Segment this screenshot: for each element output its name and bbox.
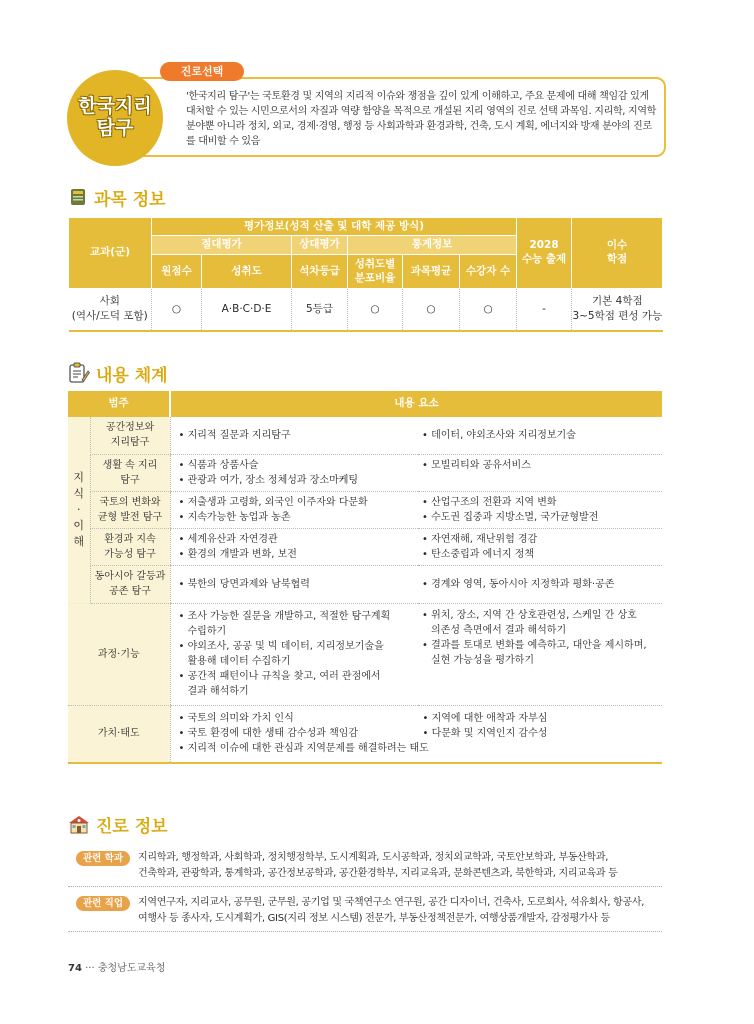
list-item: • 경계와 영역, 동아시아 지정학과 평화·공존 bbox=[422, 578, 615, 590]
table-row bbox=[69, 289, 663, 331]
school-building-icon bbox=[68, 814, 90, 840]
list-item: • 결과를 토대로 변화를 예측하고, 대안을 제시하며, 실현 가능성을 평가하기 bbox=[422, 639, 647, 666]
knowledge-char-4: 이 bbox=[73, 518, 85, 532]
header-achievement-dist-line2: 분포비율 bbox=[354, 271, 396, 284]
content-system-title: 내용 체계 bbox=[96, 366, 168, 386]
cell-achievement-dist: ○ bbox=[348, 289, 403, 331]
content-left bbox=[170, 565, 418, 603]
knowledge-char-1: 지 bbox=[73, 470, 85, 484]
list-item: • 탄소중립과 에너지 정책 bbox=[422, 548, 535, 560]
list-item: • 환경의 개발과 변화, 보전 bbox=[178, 548, 297, 560]
header-content-elements: 내용 요소 bbox=[170, 391, 662, 417]
cell-achievement: A·B·C·D·E bbox=[202, 289, 292, 331]
content-values bbox=[170, 705, 662, 763]
header-category: 범주 bbox=[68, 391, 170, 417]
list-item: • 국토 환경에 대한 생태 감수성과 책임감 bbox=[178, 728, 359, 740]
category-environment bbox=[90, 528, 170, 565]
subject-info-heading bbox=[68, 187, 166, 213]
career-info-title: 진로 정보 bbox=[96, 817, 168, 837]
category-line1: 동아시아 갈등과 bbox=[94, 571, 166, 582]
cell-credits-line1: 기본 4학점 bbox=[592, 295, 643, 308]
header-credits bbox=[572, 218, 663, 289]
content-right bbox=[418, 491, 662, 528]
category-line2: 탐구 bbox=[120, 474, 140, 486]
category-spatial-info bbox=[90, 417, 170, 454]
header-csat-line1: 2028 bbox=[529, 239, 559, 252]
content-left bbox=[170, 491, 418, 528]
list-item: • 산업구조의 전환과 지역 변화 bbox=[422, 496, 557, 508]
content-system-heading bbox=[68, 362, 168, 390]
cell-raw-score: ○ bbox=[152, 289, 202, 331]
subject-title-line1: 한국지리 bbox=[78, 95, 152, 118]
header-achievement-dist-line1: 성취도별 bbox=[354, 257, 396, 270]
category-process-skills: 과정·기능 bbox=[68, 603, 170, 705]
cell-subject-group bbox=[69, 289, 152, 331]
subject-title-circle bbox=[67, 70, 163, 166]
category-line2: 가능성 탐구 bbox=[104, 548, 156, 560]
category-national-change bbox=[90, 491, 170, 528]
departments-line1: 지리학과, 행정학과, 사회학과, 정치행정학부, 도시계획과, 도시공학과, 정치외교학과, 국토안보학과, 부동산학과, bbox=[138, 852, 609, 863]
category-line1: 국토의 변화와 bbox=[99, 496, 161, 508]
table-row bbox=[68, 528, 662, 565]
departments-line2: 건축학과, 관광학과, 통계학과, 공간정보공학과, 공간환경학부, 지리교육과, 문화콘텐츠과, 북한학과, 지리교육과 등 bbox=[138, 868, 618, 879]
related-jobs-text bbox=[138, 895, 662, 927]
category-line1: 공간정보와 bbox=[105, 422, 155, 434]
subject-title-line2: 탐구 bbox=[96, 117, 134, 139]
category-values-attitudes: 가치·태도 bbox=[68, 705, 170, 763]
list-item: • 지역에 대한 애착과 자부심 bbox=[422, 713, 548, 725]
header-statistics: 통계정보 bbox=[348, 236, 517, 255]
header-eval-info: 평가정보(성적 산출 및 대학 제공 방식) bbox=[152, 218, 517, 236]
content-right bbox=[418, 417, 662, 454]
table-row bbox=[68, 705, 662, 763]
subject-info-table bbox=[68, 217, 663, 332]
cell-subject-mean: ○ bbox=[403, 289, 460, 331]
related-departments-text bbox=[138, 850, 662, 882]
category-line2: 균형 발전 탐구 bbox=[97, 511, 163, 523]
content-right bbox=[418, 528, 662, 565]
table-row bbox=[68, 417, 662, 454]
list-item: • 지리적 이슈에 대한 관심과 지역문제를 해결하려는 태도 bbox=[178, 743, 429, 755]
career-info-heading bbox=[68, 814, 168, 840]
footer-dots: ··· bbox=[85, 963, 95, 974]
content-system-table bbox=[68, 391, 662, 764]
list-item: • 야외조사, 공공 및 빅 데이터, 지리정보기술을 활용해 데이터 수집하기 bbox=[178, 641, 384, 667]
page-number: 74 bbox=[68, 963, 82, 974]
jobs-line1: 지역연구자, 지리교사, 공무원, 군무원, 공기업 및 국책연구소 연구원, 공간 디자이너, 건축사, 도로회사, 석유회사, 항공사, bbox=[138, 897, 645, 908]
header-subject-group: 교과(군) bbox=[69, 218, 152, 289]
header-subject-mean: 과목평균 bbox=[403, 255, 460, 289]
content-left bbox=[170, 417, 418, 454]
list-item: • 모빌리티와 공유서비스 bbox=[422, 459, 531, 471]
header-credits-line2: 학점 bbox=[606, 253, 628, 265]
header-num-students: 수강자 수 bbox=[460, 255, 517, 289]
category-line2: 지리탐구 bbox=[110, 437, 150, 449]
knowledge-char-3: · bbox=[77, 502, 81, 516]
related-jobs-row bbox=[76, 895, 666, 927]
content-left bbox=[170, 454, 418, 491]
table-row bbox=[68, 454, 662, 491]
content-right bbox=[418, 565, 662, 603]
subject-description: '한국지리 탐구'는 국토환경 및 지역의 지리적 이슈와 쟁점을 깊이 있게 이해하고, 주요 문제에 대해 책임감 있게 대처할 수 있는 시민으로서의 자질과 역량 함양을 목적으로 개설된 지리 영역의 진로 선택 과목임. 지리학, 지역학 분야뿐 아니라 정치, 외교, 경제·경영, 행정 등 사회과학과 환경과학, 건축, 도시 계획, 에너지와 방재 분야의 진로를 대비할 수 있음 bbox=[186, 91, 657, 147]
header-achievement: 성취도 bbox=[202, 255, 292, 289]
career-divider-bottom bbox=[68, 931, 662, 932]
content-right bbox=[418, 454, 662, 491]
jobs-line2: 여행사 등 종사자, 도시계획가, GIS(지리 정보 시스템) 전문가, 부동산정책전문가, 여행상품개발자, 감정평가사 등 bbox=[138, 913, 610, 924]
content-left bbox=[170, 603, 418, 705]
book-icon bbox=[68, 187, 88, 213]
list-item: • 지리적 질문과 지리탐구 bbox=[178, 429, 291, 441]
cell-subject-line2: (역사/도덕 포함) bbox=[71, 310, 148, 323]
career-choice-badge: 진로선택 bbox=[160, 62, 244, 81]
list-item: • 지속가능한 농업과 농촌 bbox=[178, 511, 291, 523]
content-right bbox=[418, 603, 662, 705]
list-item: • 국토의 의미와 가치 인식 bbox=[178, 713, 294, 725]
cell-credits bbox=[572, 289, 663, 331]
related-jobs-label: 관련 직업 bbox=[76, 896, 130, 911]
list-item: • 세계유산과 자연경관 bbox=[178, 533, 278, 545]
category-line1: 생활 속 지리 bbox=[102, 459, 158, 471]
list-item: • 자연재해, 재난위험 경감 bbox=[422, 533, 538, 545]
category-everyday-geography bbox=[90, 454, 170, 491]
career-divider bbox=[68, 886, 662, 887]
table-row bbox=[68, 565, 662, 603]
category-line2: 공존 탐구 bbox=[109, 586, 151, 597]
header-relative: 상대평가 bbox=[292, 236, 348, 255]
list-item: • 공간적 패턴이나 규칙을 찾고, 여러 관점에서 결과 해석하기 bbox=[178, 671, 381, 697]
knowledge-char-2: 식 bbox=[73, 486, 85, 500]
cell-csat: - bbox=[517, 289, 572, 331]
header-raw-score: 원점수 bbox=[152, 255, 202, 289]
related-departments-label: 관련 학과 bbox=[76, 851, 130, 866]
related-departments-row bbox=[76, 850, 666, 882]
page-footer bbox=[68, 962, 165, 975]
list-item: • 데이터, 야외조사와 지리정보기술 bbox=[422, 429, 576, 441]
category-line1: 환경과 지속 bbox=[104, 533, 156, 545]
header-csat-line2: 수능 출제 bbox=[521, 253, 567, 265]
publisher-name: 충청남도교육청 bbox=[97, 963, 166, 974]
table-row bbox=[68, 491, 662, 528]
list-item: • 수도권 집중과 지방소멸, 국가균형발전 bbox=[422, 511, 599, 523]
cell-subject-line1: 사회 bbox=[99, 295, 120, 308]
header-credits-line1: 이수 bbox=[606, 239, 628, 252]
cell-rank-grade: 5등급 bbox=[292, 289, 348, 331]
content-left bbox=[170, 528, 418, 565]
header-rank-grade: 석차등급 bbox=[292, 255, 348, 289]
list-item: • 관광과 여가, 장소 정체성과 장소마케팅 bbox=[178, 474, 359, 486]
knowledge-understanding-label bbox=[68, 417, 90, 603]
list-item: • 저출생과 고령화, 외국인 이주자와 다문화 bbox=[178, 496, 368, 508]
cell-credits-line2: 3~5학점 편성 가능 bbox=[572, 310, 663, 323]
header-achievement-dist bbox=[348, 255, 403, 289]
list-item: • 위치, 장소, 지역 간 상호관련성, 스케일 간 상호 의존성 측면에서 결과 해석하기 bbox=[422, 609, 637, 636]
clipboard-pencil-icon bbox=[68, 362, 90, 390]
knowledge-char-5: 해 bbox=[73, 534, 85, 548]
cell-num-students: ○ bbox=[460, 289, 517, 331]
header-csat bbox=[517, 218, 572, 289]
header-absolute: 절대평가 bbox=[152, 236, 292, 255]
category-east-asia bbox=[90, 565, 170, 603]
list-item: • 다문화 및 지역인지 감수성 bbox=[422, 728, 548, 740]
subject-info-title: 과목 정보 bbox=[94, 190, 166, 210]
list-item: • 식품과 상품사슬 bbox=[178, 459, 259, 471]
table-row bbox=[68, 603, 662, 705]
list-item: • 조사 가능한 질문을 개발하고, 적절한 탐구계획 수립하기 bbox=[178, 611, 391, 637]
list-item: • 북한의 당면과제와 남북협력 bbox=[178, 578, 310, 590]
